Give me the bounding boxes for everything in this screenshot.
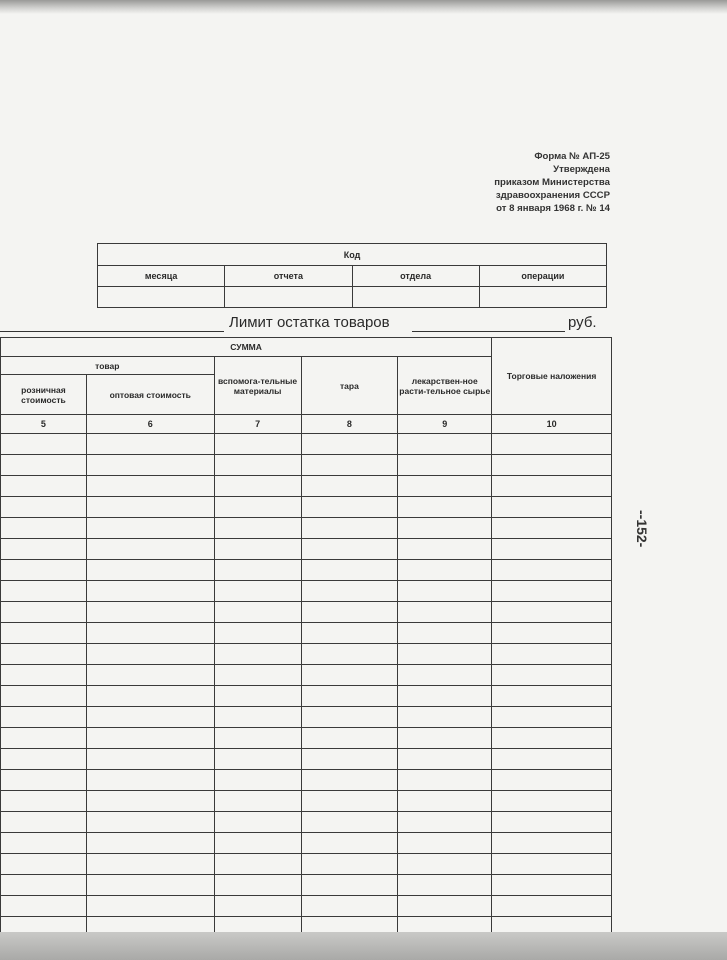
table-cell[interactable] bbox=[214, 434, 301, 455]
table-row bbox=[1, 728, 612, 749]
table-cell[interactable] bbox=[398, 791, 492, 812]
table-row bbox=[1, 686, 612, 707]
table-cell[interactable] bbox=[301, 644, 398, 665]
table-cell[interactable] bbox=[398, 728, 492, 749]
col-number-8: 8 bbox=[301, 415, 398, 434]
table-cell[interactable] bbox=[214, 497, 301, 518]
table-row bbox=[1, 497, 612, 518]
table-cell[interactable] bbox=[398, 497, 492, 518]
code-col-month: месяца bbox=[98, 266, 225, 287]
ministry-text: здравоохранения СССР bbox=[495, 190, 610, 201]
table-cell[interactable] bbox=[492, 455, 612, 476]
table-cell[interactable] bbox=[214, 749, 301, 770]
table-cell[interactable] bbox=[492, 749, 612, 770]
table-cell[interactable] bbox=[1, 833, 87, 854]
table-cell[interactable] bbox=[86, 728, 214, 749]
table-cell[interactable] bbox=[214, 875, 301, 896]
table-cell[interactable] bbox=[301, 434, 398, 455]
limit-line bbox=[0, 313, 614, 335]
table-cell[interactable] bbox=[214, 539, 301, 560]
code-col-department: отдела bbox=[352, 266, 479, 287]
table-cell[interactable] bbox=[1, 791, 87, 812]
limit-amount-field[interactable] bbox=[412, 331, 565, 332]
summa-header: СУММА bbox=[1, 338, 492, 357]
table-cell[interactable] bbox=[398, 518, 492, 539]
table-cell[interactable] bbox=[398, 476, 492, 497]
table-cell[interactable] bbox=[398, 686, 492, 707]
col-number-10: 10 bbox=[492, 415, 612, 434]
table-cell[interactable] bbox=[1, 560, 87, 581]
table-cell[interactable] bbox=[398, 560, 492, 581]
table-cell[interactable] bbox=[301, 791, 398, 812]
table-cell[interactable] bbox=[1, 455, 87, 476]
table-cell[interactable] bbox=[492, 686, 612, 707]
table-row bbox=[1, 539, 612, 560]
page-top-shadow bbox=[0, 0, 727, 14]
table-cell[interactable] bbox=[86, 833, 214, 854]
code-col-operation: операции bbox=[479, 266, 606, 287]
table-cell[interactable] bbox=[1, 686, 87, 707]
table-cell[interactable] bbox=[214, 623, 301, 644]
code-cell-month[interactable] bbox=[98, 287, 225, 308]
table-row bbox=[1, 434, 612, 455]
table-cell[interactable] bbox=[1, 497, 87, 518]
table-cell[interactable] bbox=[214, 812, 301, 833]
table-cell[interactable] bbox=[301, 770, 398, 791]
table-cell[interactable] bbox=[86, 644, 214, 665]
limit-rule-left bbox=[0, 331, 224, 332]
table-cell[interactable] bbox=[398, 581, 492, 602]
table-cell[interactable] bbox=[1, 539, 87, 560]
table-cell[interactable] bbox=[86, 854, 214, 875]
table-cell[interactable] bbox=[214, 728, 301, 749]
table-cell[interactable] bbox=[301, 497, 398, 518]
table-cell[interactable] bbox=[214, 854, 301, 875]
table-cell[interactable] bbox=[214, 833, 301, 854]
table-cell[interactable] bbox=[492, 854, 612, 875]
table-cell[interactable] bbox=[86, 497, 214, 518]
retail-header: розничная стоимость bbox=[1, 375, 87, 415]
goods-header: товар bbox=[1, 357, 215, 375]
limit-label: Лимит остатка товаров bbox=[229, 314, 390, 331]
col-number-5: 5 bbox=[1, 415, 87, 434]
col-number-7: 7 bbox=[214, 415, 301, 434]
table-cell[interactable] bbox=[492, 791, 612, 812]
code-cell-operation[interactable] bbox=[479, 287, 606, 308]
table-cell[interactable] bbox=[301, 707, 398, 728]
table-row bbox=[1, 623, 612, 644]
col-number-6: 6 bbox=[86, 415, 214, 434]
table-row bbox=[1, 455, 612, 476]
table-cell[interactable] bbox=[492, 644, 612, 665]
table-cell[interactable] bbox=[1, 707, 87, 728]
table-cell[interactable] bbox=[398, 455, 492, 476]
table-cell[interactable] bbox=[1, 728, 87, 749]
table-cell[interactable] bbox=[1, 665, 87, 686]
markup-header: Торговые наложения bbox=[492, 338, 612, 415]
table-cell[interactable] bbox=[1, 875, 87, 896]
code-col-report: отчета bbox=[225, 266, 352, 287]
table-row bbox=[1, 476, 612, 497]
table-cell[interactable] bbox=[1, 644, 87, 665]
table-cell[interactable] bbox=[86, 602, 214, 623]
table-cell[interactable] bbox=[301, 749, 398, 770]
main-table bbox=[0, 337, 612, 938]
table-cell[interactable] bbox=[398, 644, 492, 665]
table-cell[interactable] bbox=[1, 812, 87, 833]
table-row bbox=[1, 749, 612, 770]
table-cell[interactable] bbox=[492, 728, 612, 749]
table-cell[interactable] bbox=[86, 581, 214, 602]
table-cell[interactable] bbox=[492, 770, 612, 791]
table-cell[interactable] bbox=[1, 434, 87, 455]
table-row bbox=[1, 602, 612, 623]
table-cell[interactable] bbox=[398, 707, 492, 728]
table-cell[interactable] bbox=[492, 434, 612, 455]
table-cell[interactable] bbox=[1, 749, 87, 770]
code-title: Код bbox=[98, 244, 607, 266]
table-cell[interactable] bbox=[214, 665, 301, 686]
table-cell[interactable] bbox=[214, 707, 301, 728]
table-cell[interactable] bbox=[214, 518, 301, 539]
table-cell[interactable] bbox=[492, 812, 612, 833]
table-cell[interactable] bbox=[492, 602, 612, 623]
wholesale-header: оптовая стоимость bbox=[86, 375, 214, 415]
table-cell[interactable] bbox=[214, 602, 301, 623]
table-row bbox=[1, 518, 612, 539]
table-cell[interactable] bbox=[398, 434, 492, 455]
table-cell[interactable] bbox=[492, 833, 612, 854]
table-cell[interactable] bbox=[214, 560, 301, 581]
table-cell[interactable] bbox=[492, 665, 612, 686]
tara-header: тара bbox=[301, 357, 398, 415]
table-cell[interactable] bbox=[492, 476, 612, 497]
table-cell[interactable] bbox=[301, 602, 398, 623]
table-cell[interactable] bbox=[1, 896, 87, 917]
order-text: приказом Министерства bbox=[494, 177, 610, 188]
approved-text: Утверждена bbox=[553, 164, 610, 175]
table-cell[interactable] bbox=[214, 476, 301, 497]
table-row bbox=[1, 833, 612, 854]
table-body bbox=[1, 434, 612, 938]
table-cell[interactable] bbox=[398, 875, 492, 896]
table-cell[interactable] bbox=[301, 728, 398, 749]
table-row bbox=[1, 875, 612, 896]
table-cell[interactable] bbox=[86, 812, 214, 833]
form-header bbox=[380, 150, 610, 215]
table-cell[interactable] bbox=[301, 896, 398, 917]
table-cell[interactable] bbox=[398, 623, 492, 644]
table-cell[interactable] bbox=[398, 896, 492, 917]
page-bottom-shadow bbox=[0, 932, 727, 960]
table-row bbox=[1, 896, 612, 917]
table-cell[interactable] bbox=[398, 602, 492, 623]
form-number: Форма № АП-25 bbox=[534, 151, 610, 162]
limit-unit: руб. bbox=[568, 314, 597, 331]
table-row bbox=[1, 791, 612, 812]
table-row bbox=[1, 581, 612, 602]
table-cell[interactable] bbox=[214, 644, 301, 665]
table-row bbox=[1, 707, 612, 728]
table-cell[interactable] bbox=[301, 455, 398, 476]
table-cell[interactable] bbox=[1, 581, 87, 602]
table-cell[interactable] bbox=[86, 707, 214, 728]
table-cell[interactable] bbox=[492, 581, 612, 602]
table-cell[interactable] bbox=[214, 581, 301, 602]
table-cell[interactable] bbox=[301, 665, 398, 686]
code-cell-department[interactable] bbox=[352, 287, 479, 308]
table-cell[interactable] bbox=[398, 770, 492, 791]
table-cell[interactable] bbox=[492, 539, 612, 560]
table-cell[interactable] bbox=[214, 455, 301, 476]
table-cell[interactable] bbox=[214, 896, 301, 917]
code-table bbox=[97, 243, 607, 308]
table-cell[interactable] bbox=[214, 791, 301, 812]
table-cell[interactable] bbox=[86, 686, 214, 707]
table-cell[interactable] bbox=[492, 497, 612, 518]
table-cell[interactable] bbox=[301, 560, 398, 581]
table-cell[interactable] bbox=[301, 686, 398, 707]
table-cell[interactable] bbox=[301, 812, 398, 833]
table-cell[interactable] bbox=[86, 623, 214, 644]
code-cell-report[interactable] bbox=[225, 287, 352, 308]
table-cell[interactable] bbox=[301, 833, 398, 854]
table-cell[interactable] bbox=[1, 602, 87, 623]
table-cell[interactable] bbox=[301, 539, 398, 560]
table-cell[interactable] bbox=[86, 539, 214, 560]
table-cell[interactable] bbox=[398, 833, 492, 854]
table-cell[interactable] bbox=[86, 791, 214, 812]
table-cell[interactable] bbox=[492, 560, 612, 581]
table-cell[interactable] bbox=[86, 749, 214, 770]
table-cell[interactable] bbox=[492, 518, 612, 539]
table-cell[interactable] bbox=[398, 539, 492, 560]
table-cell[interactable] bbox=[398, 749, 492, 770]
table-cell[interactable] bbox=[1, 476, 87, 497]
table-cell[interactable] bbox=[86, 518, 214, 539]
table-cell[interactable] bbox=[1, 623, 87, 644]
auxiliary-header: вспомога-тельные материалы bbox=[214, 357, 301, 415]
table-row bbox=[1, 854, 612, 875]
table-cell[interactable] bbox=[301, 581, 398, 602]
table-cell[interactable] bbox=[492, 875, 612, 896]
table-row bbox=[1, 812, 612, 833]
table-row bbox=[1, 770, 612, 791]
table-cell[interactable] bbox=[86, 896, 214, 917]
table-cell[interactable] bbox=[398, 665, 492, 686]
table-cell[interactable] bbox=[86, 434, 214, 455]
table-cell[interactable] bbox=[301, 854, 398, 875]
table-cell[interactable] bbox=[492, 896, 612, 917]
side-page-number: --152- bbox=[634, 510, 650, 548]
table-cell[interactable] bbox=[86, 476, 214, 497]
table-cell[interactable] bbox=[301, 875, 398, 896]
table-cell[interactable] bbox=[492, 707, 612, 728]
table-cell[interactable] bbox=[86, 455, 214, 476]
table-row bbox=[1, 644, 612, 665]
col-number-9: 9 bbox=[398, 415, 492, 434]
table-cell[interactable] bbox=[86, 770, 214, 791]
table-cell[interactable] bbox=[492, 623, 612, 644]
table-cell[interactable] bbox=[86, 665, 214, 686]
table-cell[interactable] bbox=[214, 686, 301, 707]
herbal-header: лекарствен-ное расти-тельное сырье bbox=[398, 357, 492, 415]
table-cell[interactable] bbox=[1, 770, 87, 791]
table-row bbox=[1, 665, 612, 686]
table-cell[interactable] bbox=[1, 518, 87, 539]
table-cell[interactable] bbox=[86, 560, 214, 581]
table-cell[interactable] bbox=[398, 854, 492, 875]
table-row bbox=[1, 560, 612, 581]
table-cell[interactable] bbox=[1, 854, 87, 875]
table-cell[interactable] bbox=[301, 623, 398, 644]
table-cell[interactable] bbox=[86, 875, 214, 896]
table-cell[interactable] bbox=[301, 518, 398, 539]
approval-date: от 8 января 1968 г. № 14 bbox=[496, 203, 610, 214]
table-cell[interactable] bbox=[301, 476, 398, 497]
table-cell[interactable] bbox=[214, 770, 301, 791]
table-cell[interactable] bbox=[398, 812, 492, 833]
